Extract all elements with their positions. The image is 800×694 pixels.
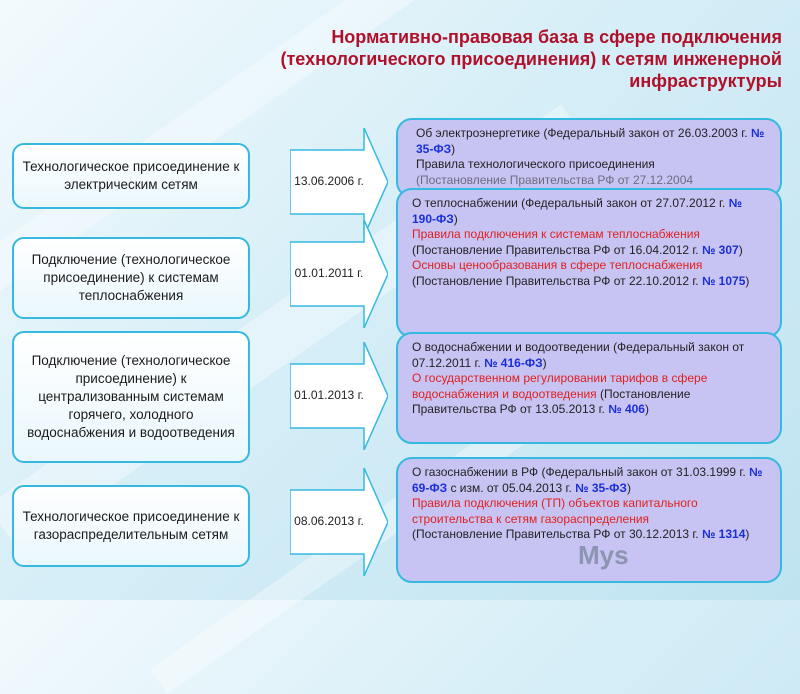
- title-line-3: инфраструктуры: [629, 71, 782, 91]
- heat-supply-box: [12, 237, 250, 319]
- water-law-text: О водоснабжении и водоотведении (Федеральный закон от 07.12.2011 г.: [412, 340, 745, 370]
- gas-rules-close: ): [745, 527, 750, 541]
- date-arrow-gas: [290, 468, 388, 576]
- heat-law-text: О теплоснабжении (Федеральный закон от 27.07.2012 г.: [412, 196, 729, 210]
- heat-law-panel: [396, 188, 782, 338]
- water-supply-label: Подключение (технологическое присоединение) к централизованным системам горячего, холодного водоснабжения и водоотведения: [27, 353, 235, 440]
- title-line-1: Нормативно-правовая база в сфере подключения: [331, 27, 782, 47]
- heat-rules-close: ): [738, 242, 743, 257]
- electric-rules-decree: (Постановление Правительства РФ от 27.12.2004: [416, 172, 694, 187]
- water-tariff-regulation: О государственном регулировании тарифов в сфере водоснабжения и водоотведения: [412, 371, 708, 401]
- heat-pricing-number: № 1075: [701, 273, 746, 288]
- heat-pricing-basis: Основы ценообразования в сфере теплоснабжения: [412, 258, 703, 272]
- gas-law-amend: с изм. от 05.04.2013 г.: [447, 480, 576, 495]
- heat-pricing-decree: (Постановление Правительства РФ от 22.10.2012 г.: [412, 273, 702, 288]
- electric-law-close: ): [451, 141, 456, 156]
- heat-pricing-close: ): [745, 273, 750, 288]
- heat-law-close: ): [453, 211, 458, 226]
- heat-rules-decree: (Постановление Правительства РФ от 16.04.2012 г.: [412, 242, 702, 257]
- water-tariff-decree: (Постановление Правительства РФ от 13.05.2013 г.: [412, 386, 691, 416]
- gas-rules-number: № 1314: [701, 527, 746, 541]
- electric-rules-text: Правила технологического присоединения: [416, 157, 655, 171]
- water-law-panel: [396, 332, 782, 444]
- gas-networks-label: Технологическое присоединение к газораспределительным сетям: [22, 509, 240, 542]
- date-arrow-heat: [290, 220, 388, 328]
- electric-law-number: № 35-ФЗ: [416, 126, 765, 156]
- watermark-logo: Mys: [578, 540, 629, 570]
- heat-supply-label: Подключение (технологическое присоединение) к системам теплоснабжения: [31, 252, 231, 303]
- electric-law-text: Об электроэнергетике (Федеральный закон от 26.03.2003 г.: [416, 126, 751, 140]
- heat-law-number: № 190-ФЗ: [412, 196, 743, 226]
- gas-rules-decree: (Постановление Правительства РФ от 30.12.2013 г.: [412, 527, 702, 541]
- date-label: 08.06.2013 г.: [294, 514, 364, 528]
- water-law-close: ): [542, 355, 547, 370]
- date-label: 01.01.2011 г.: [294, 266, 364, 280]
- water-law-number: № 416-ФЗ: [484, 355, 543, 370]
- gas-networks-box: [12, 485, 250, 567]
- heat-rules-number: № 307: [701, 242, 739, 257]
- date-label: 01.01.2013 г.: [294, 388, 364, 402]
- gas-law-close: ): [626, 480, 631, 495]
- title-line-2: (технологического присоединения) к сетям инженерной: [280, 49, 782, 69]
- electric-networks-label: Технологическое присоединение к электрическим сетям: [22, 159, 240, 192]
- electric-law-panel: [396, 118, 782, 198]
- gas-connection-rules: Правила подключения (ТП) объектов капитального строительства к сетям газораспределения: [412, 496, 698, 526]
- date-arrow-water: [290, 342, 388, 450]
- page-title: [222, 26, 782, 92]
- water-supply-box: [12, 331, 250, 463]
- gas-law-text: О газоснабжении в РФ (Федеральный закон от 31.03.1999 г.: [412, 465, 750, 479]
- heat-connection-rules: Правила подключения к системам теплоснабжения: [412, 227, 700, 241]
- gas-law-number: № 69-ФЗ: [412, 465, 763, 495]
- water-tariff-close: ): [644, 402, 649, 416]
- water-tariff-number: № 406: [608, 402, 645, 416]
- electric-networks-box: [12, 143, 250, 209]
- date-label: 13.06.2006 г.: [294, 174, 364, 188]
- gas-law-amend-number: № 35-ФЗ: [575, 480, 627, 495]
